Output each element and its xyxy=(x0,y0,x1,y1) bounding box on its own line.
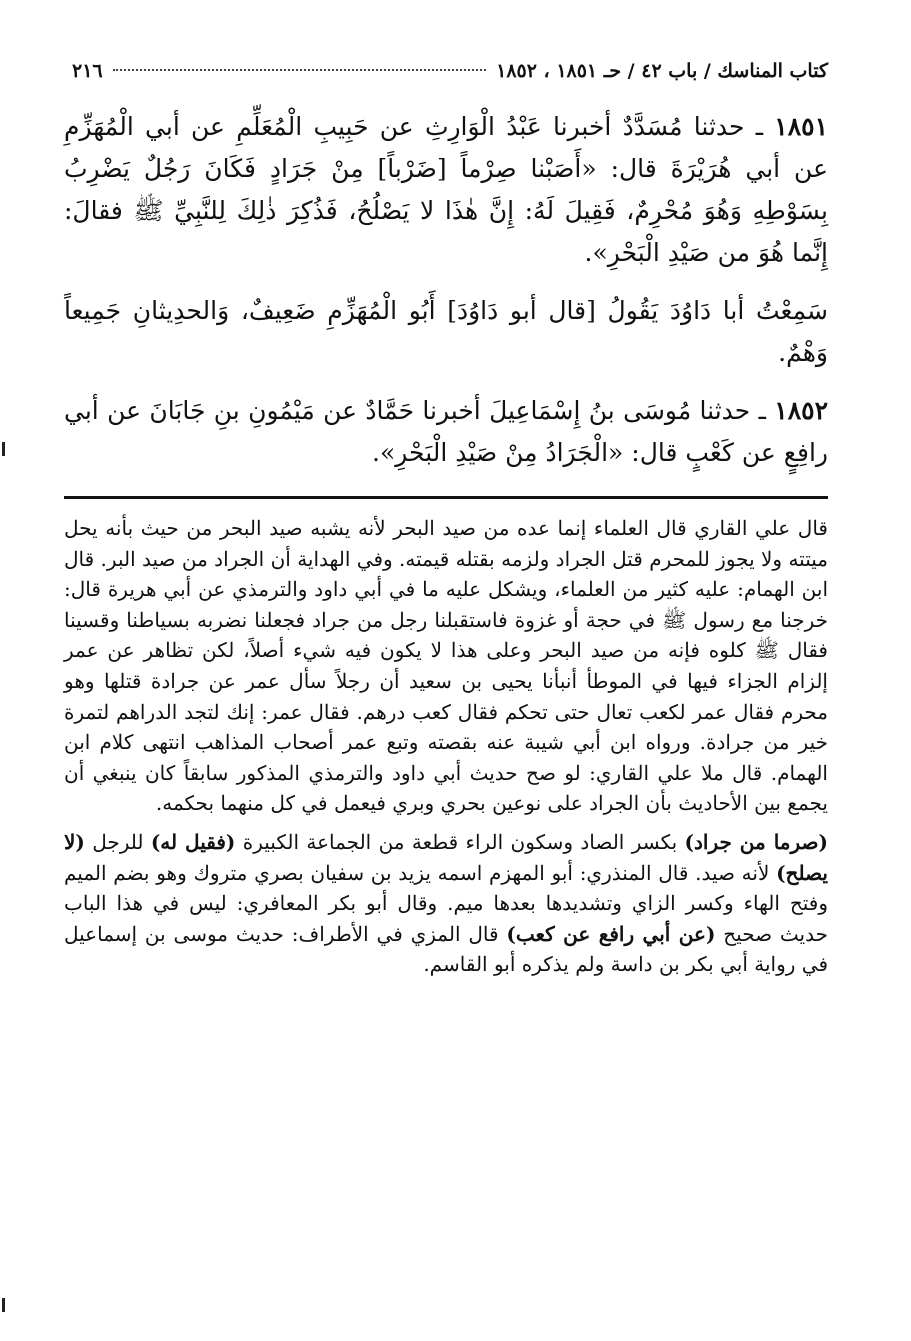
book-page xyxy=(64,56,828,980)
hadith-text: ـ حدثنا مُوسَى بنُ إِسْمَاعِيلَ أخبرنا حَمَّادٌ عن مَيْمُونِ بنِ جَابَانَ عن أبي رافِعٍ عن كَعْبٍ قال: «الْجَرَادُ مِنْ صَيْدِ الْبَحْرِ». xyxy=(64,396,828,467)
commentary-paragraph-1: قال علي القاري قال العلماء إنما عده من صيد البحر لأنه يشبه صيد البحر من حيث بأنه يحل ميتته ولا يجوز للمحرم قتل الجراد ولزمه بقتله قيمته. وفي الهداية أن الجراد من صيد البر. قال ابن الهمام: عليه كثير من العلماء، ويشكل عليه ما في أبي داود والترمذي عن أبي هريرة قال: خرجنا مع رسول ﷺ في حجة أو غزوة فاستقبلنا رجل من جراد فجعلنا نضربه بسياطنا وقسينا فقال ﷺ كلوه فإنه من صيد البحر وعلى هذا لا يكون فيه شيء أصلاً، لكن تظاهر عن عمر إلزام الجزاء فيها في الموطأ أنبأنا يحيى بن سعيد أن رجلاً سأل عمر عن جرادة قتلها وهو محرم فقال عمر لكعب تعال حتى تحكم فقال كعب درهم. فقال عمر: إنك لتجد الدراهم لتمرة خير من جرادة. ورواه ابن أبي شيبة عنه بقصته وتبع عمر أصحاب المذاهب انتهى كلام ابن الهمام. قال ملا علي القاري: لو صح حديث أبي داود والترمذي المذكور سابقاً كان ينبغي أن يجمع بين الأحاديث بأن الجراد على نوعين بحري وبري فيعمل في كل منهما بحكمه. xyxy=(64,516,828,816)
header-dot-leader xyxy=(113,69,486,71)
commentary-paragraph-2 xyxy=(64,827,828,980)
hadith-text: ـ حدثنا مُسَدَّدٌ أخبرنا عَبْدُ الْوَارِثِ عن حَبِيبِ الْمُعَلِّمِ عن أبي الْمُهَزِّمِ عن أبي هُرَيْرَةَ قال: «أَصَبْنا صِرْماً [ضَرْباً] مِنْ جَرَادٍ فَكَانَ رَجُلٌ يَضْرِبُ بِسَوْطِهِ وَهُوَ مُحْرِمٌ، فَقِيلَ لَهُ: إِنَّ هٰذَا لا يَصْلُحُ، فَذُكِرَ ذٰلِكَ لِلنَّبِيِّ ﷺ فقالَ: إِنَّما هُوَ من صَيْدِ الْبَحْرِ». xyxy=(64,112,828,267)
commentary-term: (لا يصلح) xyxy=(64,829,828,885)
commentary-term: (عن أبي رافع عن كعب) xyxy=(506,921,716,946)
running-header xyxy=(64,56,828,90)
footnote-separator xyxy=(64,496,828,499)
edge-mark-top xyxy=(2,442,5,456)
hadith-number: ١٨٥١ xyxy=(774,112,828,141)
hadith-1851 xyxy=(64,106,828,274)
commentary-term: (صرما من جراد) xyxy=(684,829,828,854)
narrator-note-text: سَمِعْتُ أبا دَاوُدَ يَقُولُ [قال أبو دَاوُدَ] أَبُو الْمُهَزِّمِ ضَعِيفٌ، وَالحدِيثانِ جَمِيعاً وَهْمٌ. xyxy=(64,296,828,367)
header-title: كتاب المناسك / باب ٤٢ / حـ ١٨٥١ ، ١٨٥٢ xyxy=(496,60,828,82)
edge-mark-bottom xyxy=(2,1298,5,1312)
narrator-note xyxy=(64,290,828,374)
hadith-number: ١٨٥٢ xyxy=(774,396,828,425)
commentary-text: بكسر الصاد وسكون الراء قطعة من الجماعة الكبيرة xyxy=(235,829,685,854)
commentary-text: لأنه صيد. قال المنذري: أبو المهزم اسمه يزيد بن سفيان بصري متروك وهو بضم الميم وفتح الهاء وكسر الزاي وتشديدها بعدها ميم. وقال أبو بكر المعافري: ليس في هذا الباب حديث صحيح xyxy=(64,860,828,946)
hadith-1852 xyxy=(64,390,828,474)
commentary-text: للرجل xyxy=(84,829,151,854)
page-number: ٢١٦ xyxy=(72,60,103,82)
commentary-text: قال المزي في الأطراف: حديث موسى بن إسماعيل في رواية أبي بكر بن داسة ولم يذكره أبو القاسم. xyxy=(64,921,828,977)
commentary-term: (فقيل له) xyxy=(150,829,236,854)
